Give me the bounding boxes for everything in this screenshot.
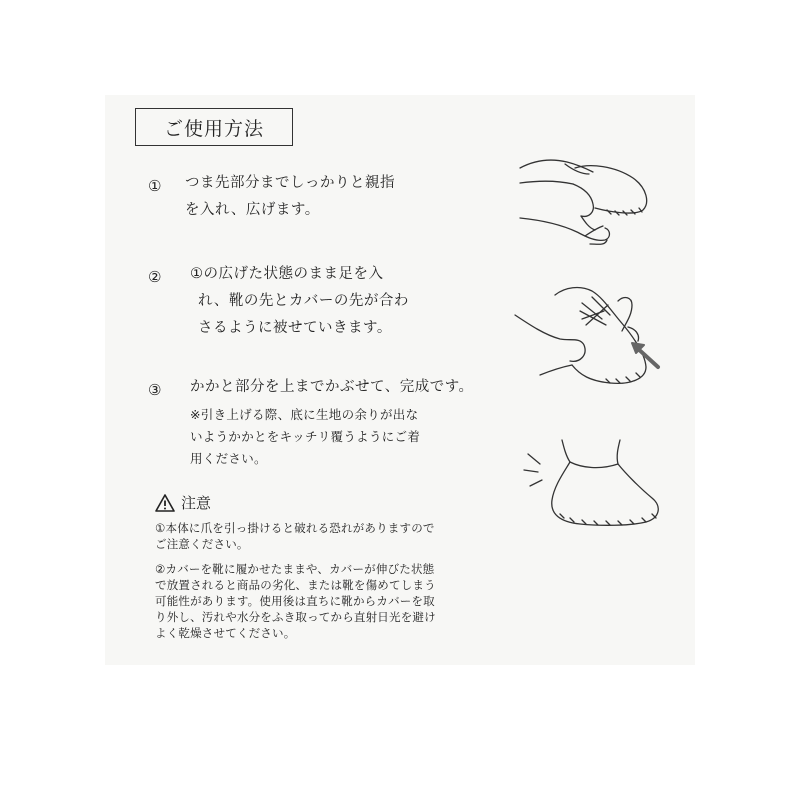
step-3-line-1: かかと部分を上までかぶせて、完成です。	[190, 379, 474, 395]
caution-label: 注意	[181, 494, 212, 512]
caution-p1-line-1: ①本体に爪を引っ掛けると破れる恐れがありますので	[155, 521, 435, 535]
step-2-text	[190, 261, 409, 342]
caution-p2-line-4: り外し、汚れや水分をふき取ってから直射日光を避け	[155, 610, 436, 624]
step-3-note-line-3: 用ください。	[190, 451, 267, 466]
caution-p2-line-2: で放置されると商品の劣化、または靴を傷めてしまう	[155, 578, 436, 592]
caution-paragraph-1	[155, 520, 435, 552]
step-1-illustration	[515, 148, 660, 253]
step-1-line-1: つま先部分までしっかりと親指	[185, 175, 395, 191]
caution-p2-line-3: 可能性があります。使用後は直ちに靴からカバーを取	[155, 594, 435, 608]
step-2-line-3: さるように被せていきます。	[198, 320, 392, 336]
step-3-text	[190, 374, 474, 401]
step-3-note-line-2: いようかかとをキッチリ覆うようにご着	[190, 429, 421, 444]
caution-paragraph-2	[155, 561, 436, 641]
caution-p1-line-2: ご注意ください。	[155, 537, 249, 551]
caution-p2-line-5: よく乾燥させてください。	[155, 626, 296, 640]
step-3-illustration	[520, 430, 670, 535]
step-2-number: ②	[148, 268, 162, 286]
step-2-line-2: れ、靴の先とカバーの先が合わ	[198, 293, 409, 309]
caution-header	[155, 492, 211, 513]
step-1-line-2: を入れ、広げます。	[185, 202, 320, 218]
page-title	[135, 108, 293, 146]
caution-p2-line-1: ②カバーを靴に履かせたままや、カバーが伸びた状態	[155, 562, 435, 576]
warning-icon	[155, 494, 175, 512]
step-2-line-1: ①の広げた状態のまま足を入	[190, 266, 384, 282]
step-3-note-line-1: ※引き上げる際、底に生地の余りが出な	[190, 407, 419, 422]
step-3-note	[190, 404, 420, 470]
step-2-illustration	[510, 275, 665, 395]
step-1-text	[185, 170, 395, 224]
page-title-text: ご使用方法	[163, 117, 264, 140]
step-3-number: ③	[148, 381, 162, 399]
step-1-number: ①	[148, 177, 162, 195]
